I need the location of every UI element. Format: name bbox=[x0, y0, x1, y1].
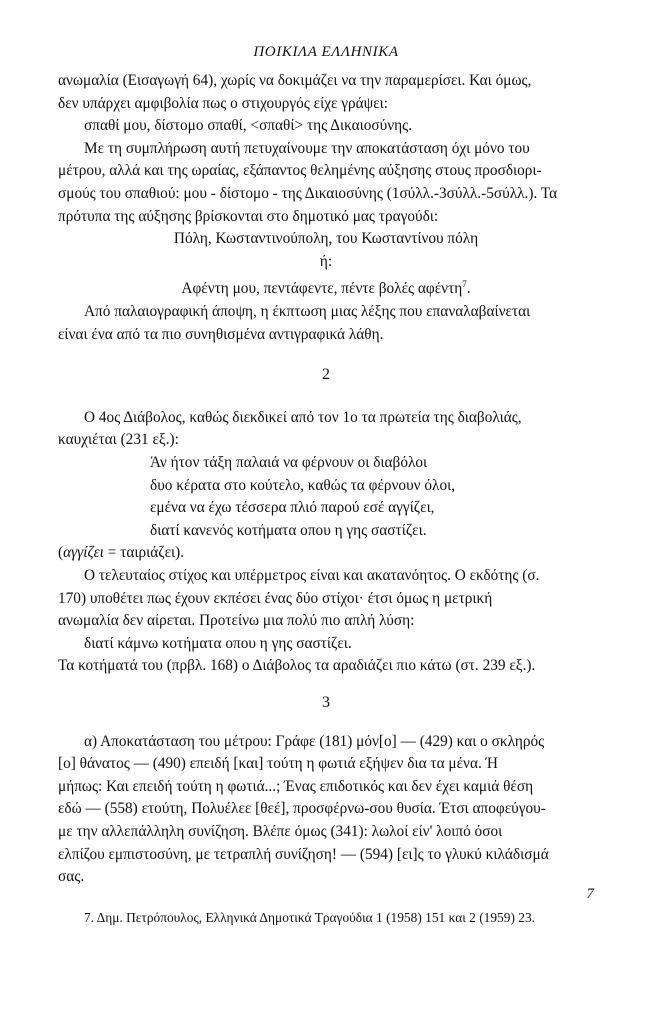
text-line: σας. bbox=[58, 868, 85, 886]
footnote-ref: 7 bbox=[462, 279, 467, 290]
folk-song-verse: Πόλη, Κωσταντινούπολη, του Κωσταντίνου πόλη bbox=[173, 230, 479, 248]
text-line: ανωμαλία (Εισαγωγή 64), χωρίς να δοκιμάζει να την παραμερίσει. Και όμως, bbox=[58, 72, 532, 89]
folk-song-verse bbox=[58, 273, 594, 301]
text-line: Με τη συμπλήρωση αυτή πετυχαίνουμε την αποκατάσταση όχι μόνο του bbox=[84, 139, 530, 157]
text-line: μήπως: Και επειδή τούτη η φωτιά...; Ένας επιδοτικός και δεν έχει καμιά θέση bbox=[58, 777, 534, 795]
text-line: α) Αποκατάσταση του μέτρου: Γράφε (181) μόν[ο] — (429) και ο σκληρός bbox=[84, 732, 545, 750]
text-line: Ο τελευταίος στίχος και υπέρμετρος είναι και ακατανόητος. Ο εκδότης (σ. bbox=[84, 566, 540, 584]
text-line: ελπίζου εμπιστοσύνη, με τετραπλή συνίζηση! — (594) [ει]ς το γλυκύ κιλάδισμά bbox=[58, 845, 549, 863]
or-connector: ή: bbox=[319, 252, 333, 270]
running-header: ΠΟΙΚΙΛΑ ΕΛΛΗΝΙΚΑ bbox=[253, 44, 399, 60]
proposed-verse: διατί κάμνω κοτήματα οπου η γης σαστίζει. bbox=[84, 634, 352, 652]
section-number: 2 bbox=[322, 366, 330, 384]
verse-text: Αφέντη μου, πεντάφεντε, πέντε βολές αφέντη bbox=[181, 280, 463, 298]
body-text bbox=[58, 70, 594, 929]
text-line: είναι ένα από τα πιο συνηθισμένα αντιγραφικά λάθη. bbox=[58, 325, 384, 343]
section-number: 3 bbox=[322, 693, 330, 711]
footnote: 7. Δημ. Πετρόπουλος, Ελληνικά Δημοτικά Τραγούδια 1 (1958) 151 και 2 (1959) 23. bbox=[84, 909, 535, 925]
quoted-verse: Άν ήτον τάξη παλαιά να φέρνουν οι διαβόλοι bbox=[150, 454, 428, 471]
text-line: καυχιέται (231 εξ.): bbox=[58, 431, 179, 449]
text-line: μέτρου, αλλά και της ωραίας, εξάπαντος θελημένης αύξησης στους προσδιορι- bbox=[58, 162, 542, 180]
quoted-verse: διατί κανενός κοτήματα οπου η γης σαστίζει. bbox=[150, 521, 427, 539]
quoted-verse: εμένα να έχω τέσσερα πλιό παρού εσέ αγγίζει, bbox=[150, 499, 435, 517]
text-line: εδώ — (558) ετούτη, Πολυέλεε [θεέ], προσφέρνω-σου θυσία. Έτσι αποφεύγου- bbox=[58, 800, 546, 818]
quoted-verse: δυο κέρατα στο κούτελο, καθώς τα φέρνουν όλοι, bbox=[150, 476, 456, 494]
text-line: Τα κοτήματά του (πρβλ. 168) ο Διάβολος τα αραδιάζει πιο κάτω (στ. 239 εξ.). bbox=[58, 657, 536, 675]
text-line: [ο] θάνατος — (490) επειδή [και] τούτη η φωτιά εξήψεν δια τα μένα. Ή bbox=[58, 755, 498, 773]
text-line: πρότυπα της αύξησης βρίσκονται στο δημοτικό μας τραγούδι: bbox=[58, 207, 439, 225]
gloss-meaning: = ταιριάζει). bbox=[103, 544, 185, 562]
gloss-open: ( bbox=[58, 544, 64, 562]
text-line: με την αλλεπάλληλη συνίζηση. Βλέπε όμως (341): λωλοί είν' λοιπό όσοι bbox=[58, 822, 503, 840]
page-number: 7 bbox=[586, 886, 594, 902]
verse-end: . bbox=[466, 280, 471, 298]
quoted-verse: σπαθί μου, δίστομο σπαθί, <σπαθί> της Δικαιοσύνης. bbox=[84, 117, 413, 135]
text-line: δεν υπάρχει αμφιβολία πως ο στιχουργός είχε γράψει: bbox=[58, 94, 389, 112]
text-line: 170) υποθέτει πως έχουν εκπέσει ένας δύο στίχοι· έτσι όμως η μετρική bbox=[58, 589, 493, 607]
text-line: ανωμαλία δεν αίρεται. Προτείνω μια πολύ πιο απλή λύση: bbox=[58, 612, 415, 630]
text-line: Από παλαιογραφική άποψη, η έκπτωση μιας λέξης που επαναλαβαίνεται bbox=[84, 303, 531, 321]
text-line: σμούς του σπαθιού: μου - δίστομο - της Δικαιοσύνης (1σύλλ.-3σύλλ.-5σύλλ.). Τα bbox=[58, 184, 558, 202]
gloss-line bbox=[58, 542, 594, 565]
gloss-term: αγγίζει bbox=[63, 544, 104, 562]
text-line: Ο 4ος Διάβολος, καθώς διεκδικεί από τον 1ο τα πρωτεία της διαβολιάς, bbox=[84, 408, 522, 426]
